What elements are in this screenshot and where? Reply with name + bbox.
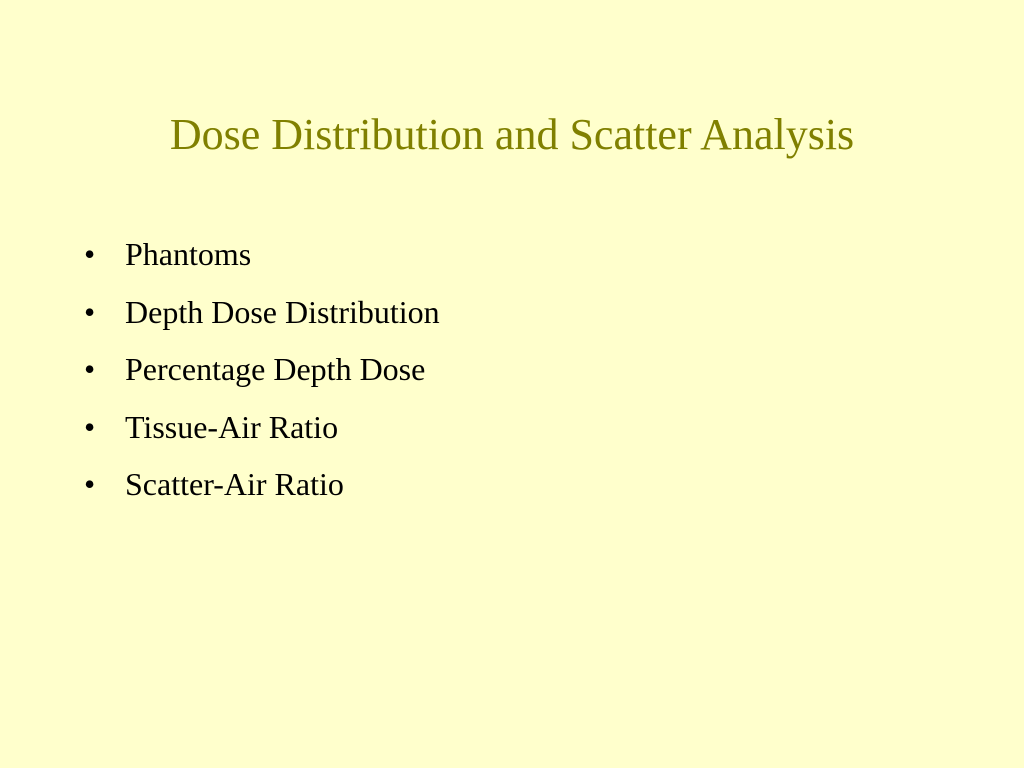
slide-title: Dose Distribution and Scatter Analysis	[169, 110, 855, 159]
bullet-text: Percentage Depth Dose	[125, 351, 426, 387]
bullet-icon: •	[84, 293, 96, 330]
bullet-icon: •	[84, 236, 96, 272]
bullet-icon: •	[84, 466, 96, 502]
bullet-text: Scatter-Air Ratio	[125, 466, 344, 502]
bullet-item-phantoms	[84, 229, 440, 287]
bullet-icon: •	[84, 351, 96, 387]
bullet-item-depth-dose-distribution	[84, 287, 440, 345]
bullet-text: Depth Dose Distribution	[125, 293, 440, 330]
bullet-item-tissue-air-ratio	[84, 402, 440, 460]
bullet-text: Phantoms	[125, 236, 252, 272]
bullet-list	[84, 229, 440, 517]
bullet-text: Tissue-Air Ratio	[125, 408, 339, 445]
bullet-icon: •	[84, 408, 96, 445]
bullet-item-scatter-air-ratio	[84, 459, 440, 517]
bullet-item-percentage-depth-dose	[84, 344, 440, 402]
